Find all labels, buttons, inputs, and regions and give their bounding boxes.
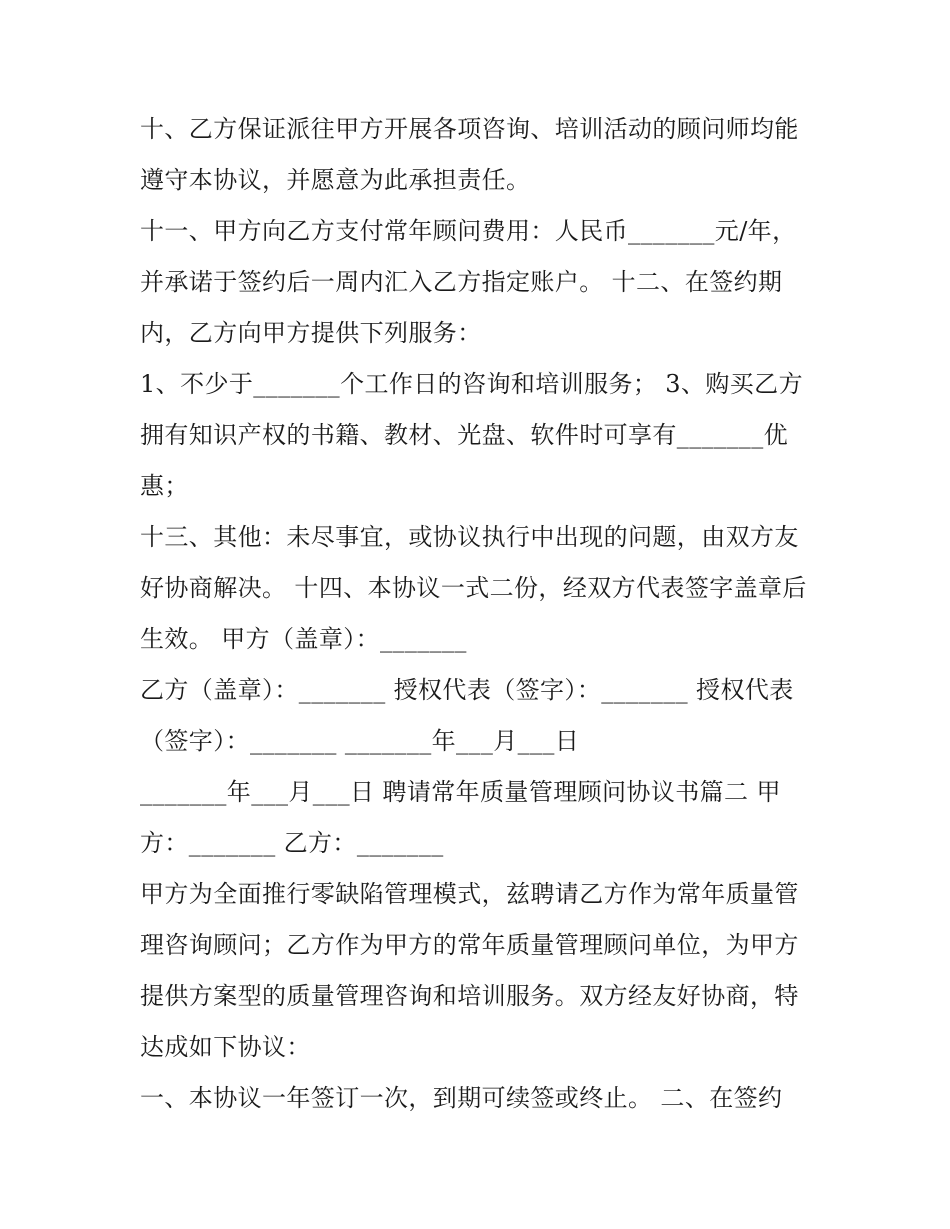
paragraph-clause-11-12: 十一、甲方向乙方支付常年顾问费用：人民币_______元/年，并承诺于签约后一周内汇入乙方指定账户。 十二、在签约期内，乙方向甲方提供下列服务： [140, 217, 797, 347]
paragraph-clause-1-2: 一、本协议一年签订一次，到期可续签或终止。 二、在签约 [140, 1084, 783, 1112]
paragraph-signatures: 乙方（盖章）：_______ 授权代表（签字）：_______ 授权代表（签字）：_______ _______年___月___日 [140, 676, 794, 755]
paragraph-clause-13-14: 十三、其他：未尽事宜，或协议执行中出现的问题，由双方友好协商解决。 十四、本协议一式二份，经双方代表签字盖章后生效。 甲方（盖章）：_______ [140, 523, 807, 653]
document-body [140, 104, 820, 1124]
paragraph-services: 1、不少于_______个工作日的咨询和培训服务； 3、购买乙方拥有知识产权的书籍、教材、光盘、软件时可享有_______优惠； [140, 370, 803, 500]
paragraph-preamble: 甲方为全面推行零缺陷管理模式，兹聘请乙方作为常年质量管理咨询顾问；乙方作为甲方的常年质量管理顾问单位，为甲方提供方案型的质量管理咨询和培训服务。双方经友好协商，特达成如下协议： [140, 880, 799, 1061]
paragraph-clause-10: 十、乙方保证派往甲方开展各项咨询、培训活动的顾问师均能遵守本协议，并愿意为此承担责任。 [140, 115, 799, 194]
paragraph-agreement-two-header: _______年___月___日 聘请常年质量管理顾问协议书篇二 甲方：_______ 乙方：_______ [140, 778, 781, 857]
